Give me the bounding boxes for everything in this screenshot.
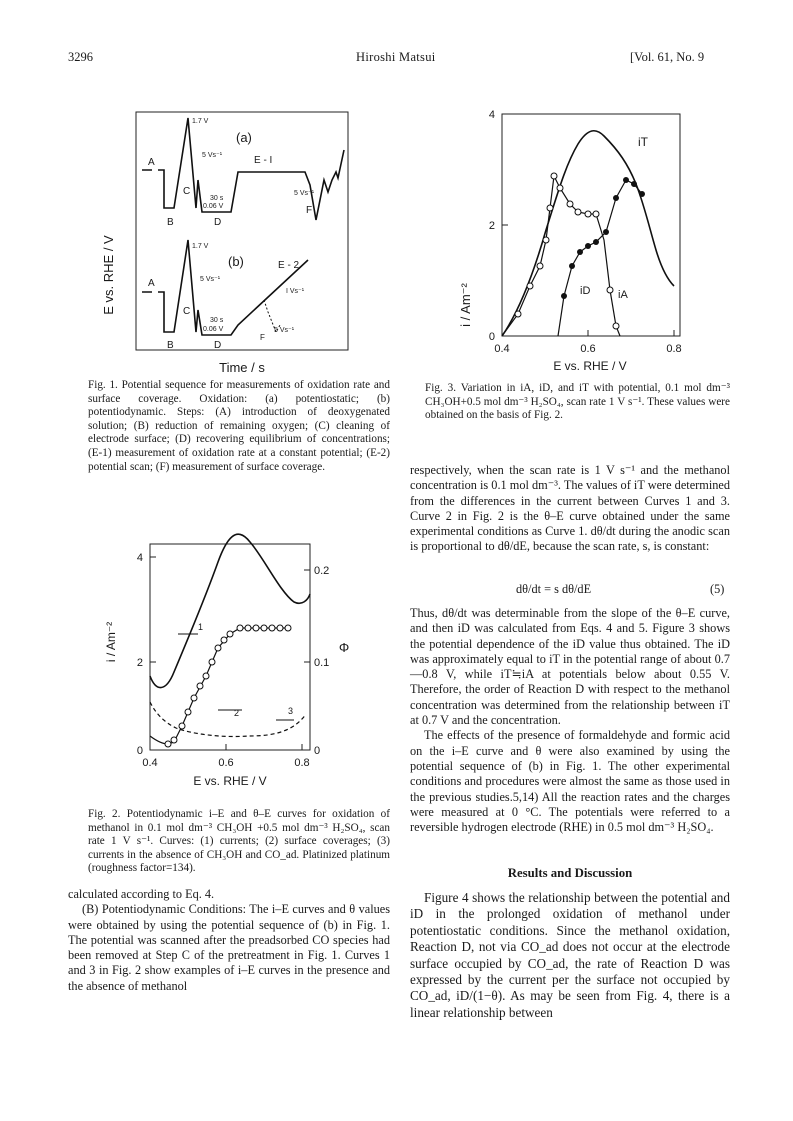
equation-5: dθ/dt = s dθ/dE [516, 582, 592, 596]
fig1b-step-f: F [260, 333, 265, 342]
fig1b-label-0v06: 0.06 V [203, 326, 224, 333]
fig1b-step-c: C [183, 306, 191, 317]
fig1b-label-1vs: I Vs⁻¹ [286, 288, 305, 295]
fig1b-label-30s: 30 s [210, 317, 224, 324]
fig2-y2-label: Φ [338, 640, 350, 655]
fig2-ytick-0: 0 [136, 745, 143, 757]
equation-5-number: (5) [710, 582, 725, 596]
fig2-y-label: i / Am⁻² [104, 621, 118, 663]
fig3-caption: Fig. 3. Variation in iA, iD, and iT with potential, 0.1 mol dm⁻³ CH₃OH+0.5 mol dm⁻³ H₂SO₄, scan rate 1 V s⁻¹. These values were obtained on the basis of Fig. 2. [425, 382, 730, 422]
fig1-frame [136, 112, 348, 350]
fig3-xtick-0v8: 0.8 [666, 343, 682, 355]
fig2-y2tick-0: 0 [314, 745, 321, 757]
fig2-axes-frame [150, 544, 310, 750]
fig2-curve-1 [150, 534, 310, 687]
fig3-label-iD: iD [580, 285, 591, 297]
left-para-1: calculated according to Eq. 4. [68, 887, 215, 901]
right-column-text [410, 463, 730, 555]
fig1a-step-e1: E - I [254, 155, 273, 166]
fig2-xtick-0v8: 0.8 [294, 757, 310, 769]
right-para-4: Figure 4 shows the relationship between the potential and iD in the prolonged oxidation of methanol under potentiostatic conditions. Since the methanol oxidation, Reaction D, not via CO_ad does not occur at the electrode surface occupied by CO_ad, the rate of Reaction D was expressed by the current per the surface not occupied by CO_ad, iD/(1−θ). As may be seen from Fig. 4, there is a linear relationship between [410, 890, 730, 1020]
right-column-text-2 [410, 606, 730, 835]
fig3-xtick-0v6: 0.6 [580, 343, 596, 355]
fig2-ytick-2: 2 [136, 657, 143, 669]
right-para-2: Thus, dθ/dt was determinable from the slope of the θ–E curve, and then iD was calculated from Eqs. 4 and 5. Figure 3 shows the potential dependence of the iD value thus obtained. The iD was approximately equal to iT in the potential range of about 0.7—0.8 V, while iT≒iA at potentials below about 0.55 V. Therefore, the order of Reaction D with respect to the methanol concentration was determined from the relationship between iT at 0.7 V and the concentration. [410, 606, 730, 728]
fig1a-step-b: B [167, 217, 174, 228]
running-author: Hiroshi Matsui [356, 50, 436, 64]
fig1a-panel-label: (a) [236, 130, 252, 145]
figure-1 [68, 100, 398, 390]
fig2-ytick-4: 4 [136, 552, 143, 564]
fig1a-label-30s: 30 s [210, 195, 224, 202]
fig1b-label-5vs: 5 Vs⁻¹ [200, 276, 221, 283]
right-column-text-3 [410, 890, 730, 1021]
left-para-2: (B) Potentiodynamic Conditions: The i–E curves and θ values were obtained by using the potential sequence of (b) in Fig. 1. The potential was scanned after the preadsorbed CO species had been removed at Step C of the pretreatment in Fig. 1. Curves 1 and 3 in Fig. 2 show examples of i–E curves in the presence and the absence of methanol [68, 902, 390, 993]
fig2-caption: Fig. 2. Potentiodynamic i–E and θ–E curves for oxidation of methanol in 0.1 mol dm⁻³ CH₃OH +0.5 mol dm⁻³ H₂SO₄, scan rate 1 V s⁻¹. Curves: (1) currents; (2) surface coverages; (3) currents in the absence of CH₃OH and CO_ad. Platinized platinum (roughness factor=134). [88, 808, 390, 875]
fig2-y2tick-0v1: 0.1 [314, 657, 330, 669]
section-title: Results and Discussion [507, 866, 633, 880]
fig2-ticks [150, 557, 310, 750]
fig3-x-label: E vs. RHE / V [553, 359, 627, 373]
right-para-1: respectively, when the scan rate is 1 V s⁻¹ and the methanol concentration is 0.1 mol dm⁻³. The values of iT were determined from the differences in the current between Curves 1 and 3. Curve 2 in Fig. 2 is the θ–E curve obtained under the same experimental conditions as Curve 1. dθ/dt during the anodic scan is proportional to dθ/dE, because the scan rate, s, is constant: [410, 463, 730, 554]
fig1b-panel-label: (b) [228, 254, 244, 269]
fig2-curve-label-2: 2 [234, 708, 240, 718]
figure-3 [410, 100, 730, 380]
fig2-curve-label-1: 1 [198, 622, 204, 632]
fig2-x-label: E vs. RHE / V [193, 774, 267, 788]
fig1-x-label: Time / s [219, 360, 265, 375]
fig1a-label-0v06: 0.06 V [203, 203, 224, 210]
fig2-curve-3 [150, 702, 306, 737]
fig1a-label-1v7: 1.7 V [192, 118, 209, 125]
fig2-y2tick-0v2: 0.2 [314, 565, 330, 577]
fig1b-label-5vs-2: 5 Vs⁻¹ [274, 327, 295, 334]
running-volume: [Vol. 61, No. 9 [630, 50, 705, 64]
fig3-label-iT: iT [638, 135, 648, 149]
fig1-y-label: E vs. RHE / V [101, 235, 116, 315]
fig1a-step-d: D [214, 217, 222, 228]
fig1a-label-5vs-2: 5 Vs⁻¹ [294, 190, 315, 197]
fig1b-step-d: D [214, 340, 222, 351]
fig2-xtick-0v6: 0.6 [218, 757, 234, 769]
fig1-caption: Fig. 1. Potential sequence for measurements of oxidation rate and surface coverage. Oxidation: (a) potentiostatic; (b) potentiodynamic. Steps: (A) introduction of deoxygenated solution; (B) reduction of remaining oxygen; (C) cleaning of electrode surface; (D) recovering equilibrium of concentrations; (E-1) measurement of oxidation rate at a constant potential; (E-2) potential scan; (F) measurement of surface coverage. [88, 379, 390, 473]
fig1a-step-a: A [148, 157, 155, 168]
fig3-curve-iT [502, 131, 674, 336]
fig1b-step-a: A [148, 278, 155, 289]
page-number: 3296 [68, 50, 93, 64]
left-column-text [68, 887, 390, 994]
fig1a-step-f: F [306, 205, 313, 216]
fig1b-trace [142, 240, 308, 335]
right-para-3: The effects of the presence of formaldehyde and formic acid on the i–E curve and θ were also examined by using the potential sequence of (b) in Fig. 1. The other experimental conditions and procedures were almost the same as those used in the previous studies.5,14) All the reaction rates and the charges were measured at 0 °C. The potentials were referred to a reversible hydrogen electrode (RHE) in 0.5 mol dm⁻³ H₂SO₄. [410, 728, 730, 835]
figure-2 [68, 530, 398, 800]
fig1a-label-5vs: 5 Vs⁻¹ [202, 152, 223, 159]
fig3-ytick-2: 2 [488, 220, 495, 232]
fig1a-step-c: C [183, 186, 191, 197]
fig3-axes-frame [502, 114, 680, 336]
fig3-ytick-0: 0 [488, 331, 495, 343]
fig1b-step-b: B [167, 340, 174, 351]
fig1b-step-e2: E - 2 [278, 260, 300, 271]
fig1b-label-1v7: 1.7 V [192, 243, 209, 250]
fig3-curve-iA-markers [515, 173, 619, 329]
fig2-curve-2-markers [165, 625, 294, 747]
fig3-label-iA: iA [618, 289, 628, 301]
fig3-xtick-0v4: 0.4 [494, 343, 510, 355]
fig3-ytick-4: 4 [488, 109, 495, 121]
fig2-curve-label-3: 3 [288, 706, 294, 716]
fig3-y-label: i / Am⁻² [458, 283, 473, 327]
fig2-xtick-0v4: 0.4 [142, 757, 158, 769]
